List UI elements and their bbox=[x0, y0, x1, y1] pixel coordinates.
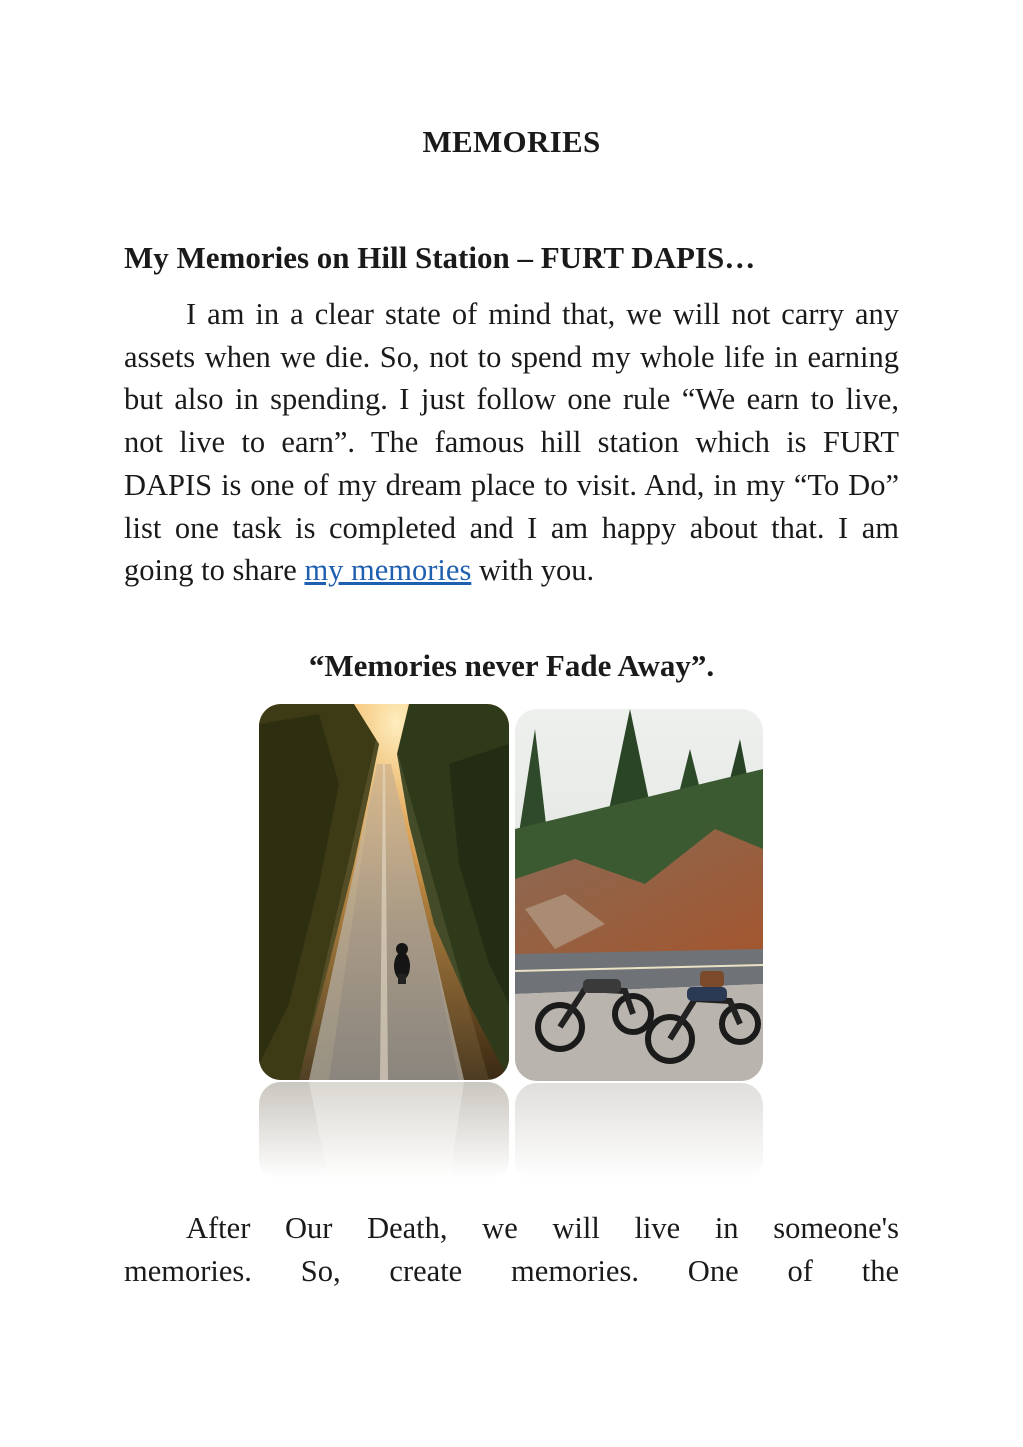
motorcycles-image bbox=[515, 709, 763, 1081]
my-memories-link[interactable]: my memories bbox=[304, 553, 472, 588]
section-heading: My Memories on Hill Station – FURT DAPIS… bbox=[124, 240, 756, 275]
memories-quote: “Memories never Fade Away”. bbox=[308, 648, 715, 683]
paragraph-line-2: memories. So, create memories. One of the bbox=[124, 1253, 899, 1288]
intro-paragraph bbox=[124, 293, 899, 592]
paragraph-text-end: with you. bbox=[471, 553, 595, 588]
photo-frame bbox=[259, 704, 509, 1080]
photo-frame bbox=[515, 709, 763, 1081]
reflection-fade bbox=[515, 1083, 763, 1185]
forest-road-image bbox=[259, 704, 509, 1080]
closing-paragraph bbox=[124, 1207, 899, 1292]
paragraph-text: I am in a clear state of mind that, we will not carry any assets when we die. So, not to spend my whole life in earning but also in spending. I just follow one rule “We earn to live, not live to earn”. The famous hill station which is FURT DAPIS is one of my dream place to visit. And, in my “To Do” list one task is completed and I am happy about that. I am going to share bbox=[124, 297, 899, 588]
paragraph-line-1-text: After Our Death, we will live in someone's bbox=[186, 1211, 899, 1245]
page-title: MEMORIES bbox=[422, 124, 601, 159]
paragraph-line-1 bbox=[124, 1207, 899, 1250]
reflection-fade bbox=[259, 1082, 509, 1184]
